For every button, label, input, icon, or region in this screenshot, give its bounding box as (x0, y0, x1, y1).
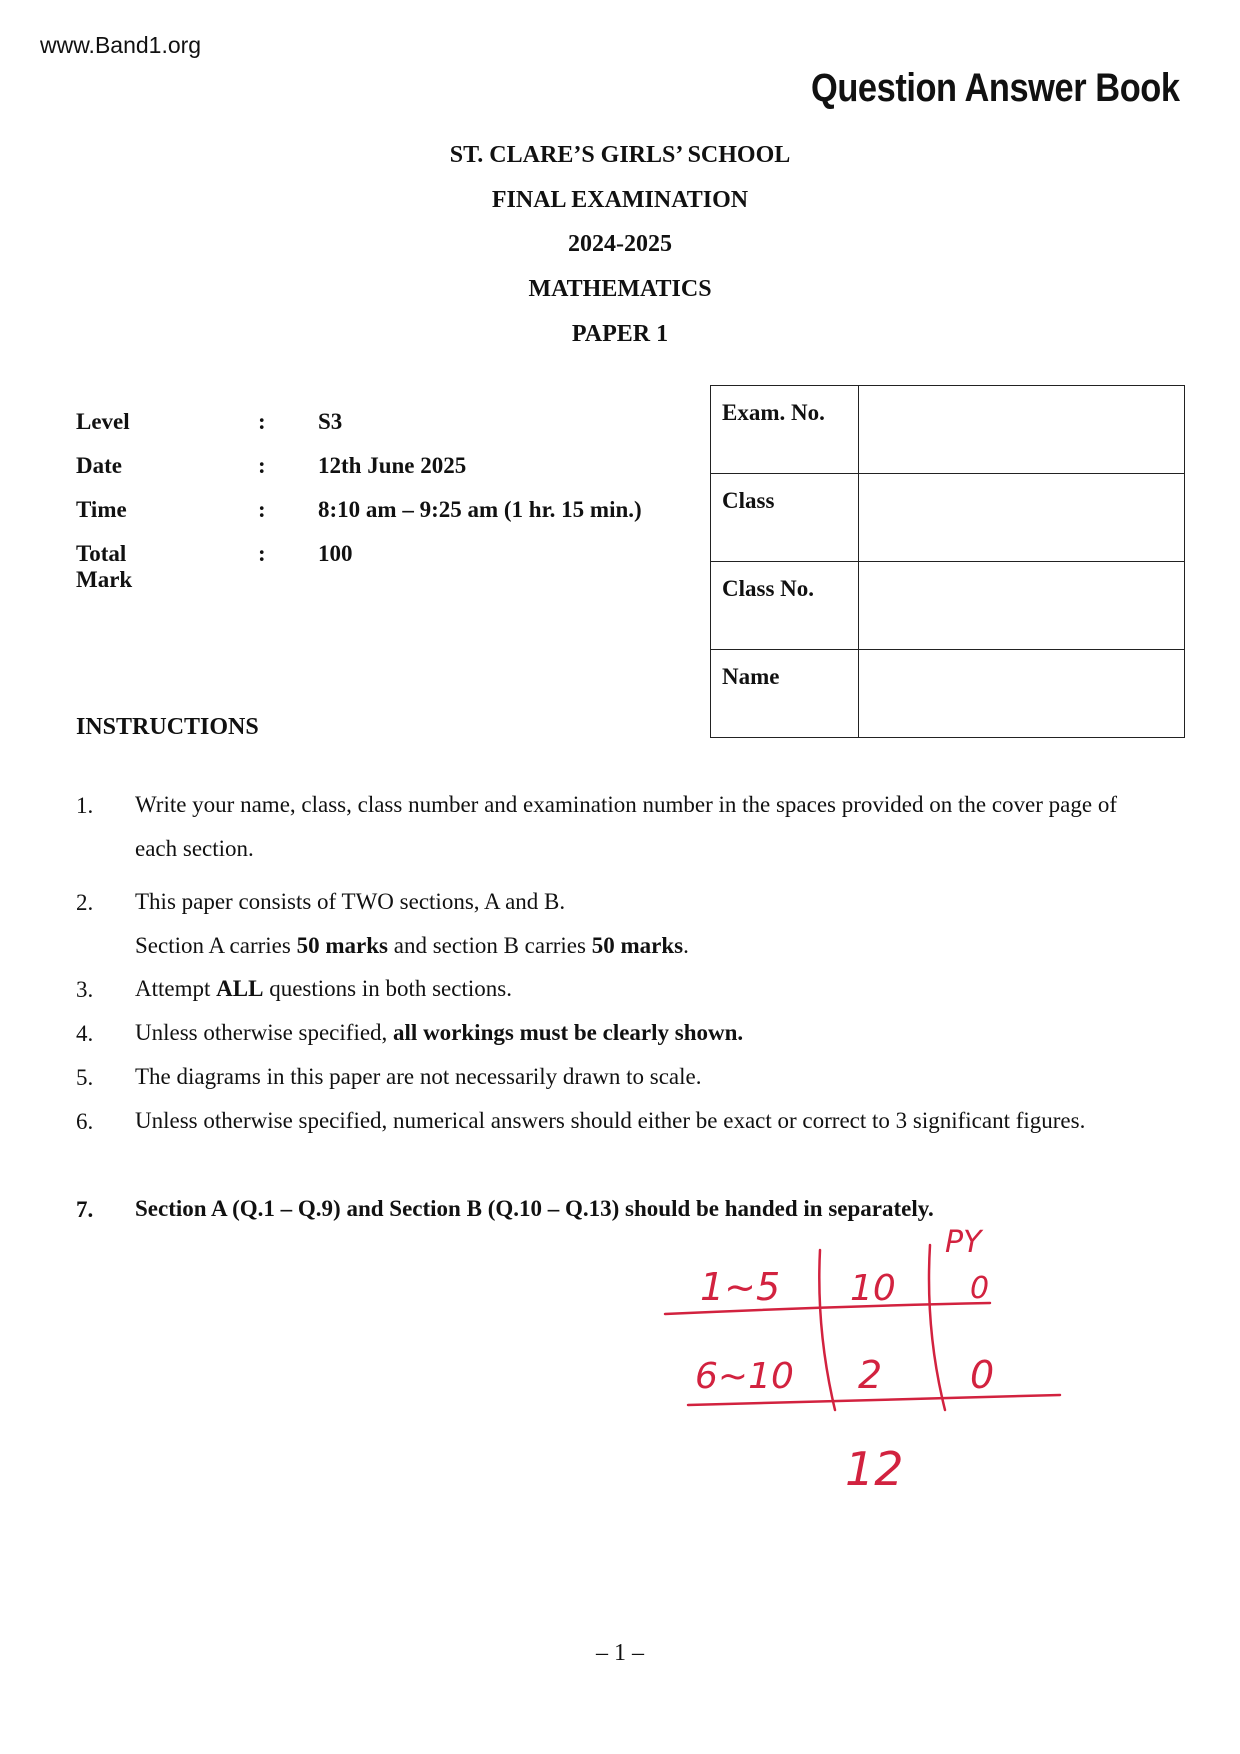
instruction-text (135, 880, 1155, 968)
tally-row2-a: 2 (858, 1353, 883, 1397)
instruction-number: 5. (76, 1065, 94, 1090)
instructions-title: INSTRUCTIONS (76, 714, 259, 740)
instruction-number: 3. (76, 977, 94, 1002)
instruction-text: Unless otherwise specified, numerical answers should either be exact or correct to 3 significant figures. (135, 1108, 1086, 1133)
instruction-text: Section A (Q.1 – Q.9) and Section B (Q.10 – Q.13) should be handed in separately. (135, 1196, 934, 1221)
tally-row2-b: 0 (970, 1353, 995, 1397)
info-label: Level (76, 409, 130, 434)
instruction-text-part: This paper consists of TWO sections, A and B. (135, 889, 566, 914)
instruction-number: 2. (76, 890, 94, 915)
instruction-text-part: Section A carries (135, 933, 297, 958)
info-label: Date (76, 453, 122, 478)
info-colon: : (258, 497, 266, 522)
info-value: 12th June 2025 (318, 453, 467, 478)
id-row-exam-no (711, 386, 1185, 474)
id-row-name (711, 650, 1185, 738)
document-type-label: Question Answer Book (811, 66, 1180, 110)
exam-no-field[interactable] (859, 386, 1185, 474)
tally-row1-label: 1~5 (700, 1265, 781, 1309)
info-colon: : (258, 541, 266, 566)
exam-year: 2024-2025 (568, 231, 672, 257)
tally-corner: PY (945, 1225, 982, 1260)
instruction-emphasis: all workings must be clearly shown. (393, 1020, 744, 1045)
info-colon: : (258, 453, 266, 478)
instruction-number: 1. (76, 793, 94, 818)
info-value: S3 (318, 409, 343, 434)
tally-divider-left (819, 1250, 835, 1410)
instruction-emphasis: ALL (216, 976, 264, 1001)
handwritten-tally (640, 1210, 1080, 1510)
info-value: 100 (318, 541, 353, 566)
instruction-text-part: Unless otherwise specified, (135, 1020, 394, 1045)
instruction-number: 6. (76, 1109, 94, 1134)
class-field[interactable] (859, 474, 1185, 562)
tally-row1-b: 0 (970, 1271, 990, 1306)
exam-title: FINAL EXAMINATION (491, 187, 749, 213)
tally-row1-a: 10 (850, 1268, 896, 1309)
instruction-number: 4. (76, 1021, 94, 1046)
watermark-url: www.Band1.org (40, 32, 202, 58)
id-label: Class (711, 474, 859, 562)
subject-title: MATHEMATICS (528, 276, 712, 302)
school-name: ST. CLARE’S GIRLS’ SCHOOL (449, 142, 791, 168)
instruction-text-part: . (683, 933, 689, 958)
info-colon: : (258, 409, 266, 434)
instruction-text: The diagrams in this paper are not necessarily drawn to scale. (135, 1064, 702, 1089)
paper-title: PAPER 1 (571, 321, 669, 347)
info-label: Total Mark (76, 541, 133, 592)
class-no-field[interactable] (859, 562, 1185, 650)
page-number: – 1 – (596, 1640, 644, 1666)
instruction-emphasis: 50 marks (591, 933, 684, 958)
id-label: Name (711, 650, 859, 738)
tally-divider-right (929, 1245, 945, 1410)
id-row-class (711, 474, 1185, 562)
info-label: Time (76, 497, 127, 522)
instruction-text: Write your name, class, class number and examination number in the spaces provided on the cover page of each section. (135, 792, 1118, 861)
instruction-emphasis: 50 marks (296, 933, 388, 958)
info-value: 8:10 am – 9:25 am (1 hr. 15 min.) (318, 497, 642, 522)
name-field[interactable] (859, 650, 1185, 738)
id-label: Class No. (711, 562, 859, 650)
tally-total: 12 (845, 1442, 904, 1496)
id-label: Exam. No. (711, 386, 859, 474)
instruction-text-part: Attempt (135, 976, 217, 1001)
instruction-text (135, 1011, 1155, 1055)
candidate-id-box (710, 385, 1185, 738)
id-row-class-no (711, 562, 1185, 650)
instruction-number: 7. (76, 1197, 94, 1222)
instruction-text-part: and section B carries (387, 933, 592, 958)
tally-row2-label: 6~10 (695, 1356, 794, 1397)
instruction-text (135, 967, 1155, 1011)
instruction-text-part: questions in both sections. (263, 976, 512, 1001)
